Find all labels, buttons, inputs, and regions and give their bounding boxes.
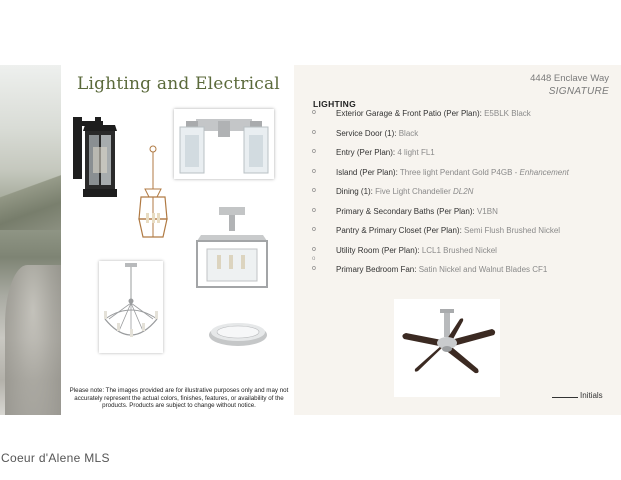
exterior-lantern-image xyxy=(71,115,121,203)
chandelier-image-frame xyxy=(99,261,163,353)
list-item xyxy=(312,148,617,160)
list-bullet: o xyxy=(312,265,316,272)
item-label: Primary & Secondary Baths (Per Plan): xyxy=(336,206,475,216)
model-name: SIGNATURE xyxy=(548,86,609,97)
item-text xyxy=(336,129,418,138)
item-label: Pantry & Primary Closet (Per Plan): xyxy=(336,226,462,235)
ceiling-fan-image xyxy=(394,299,500,397)
item-label: Utility Room (Per Plan): xyxy=(336,245,420,255)
mls-watermark: Coeur d'Alene MLS xyxy=(1,451,110,465)
semi-flush-fixture-image xyxy=(193,205,271,293)
item-value: V1BN xyxy=(476,206,498,216)
list-bullet: o xyxy=(312,226,316,233)
item-text xyxy=(336,168,569,177)
list-bullet: o xyxy=(312,256,316,262)
gold-pendant-image xyxy=(133,145,173,245)
page-title: Lighting and Electrical xyxy=(77,74,280,94)
list-bullet: o xyxy=(312,109,316,116)
item-text xyxy=(336,207,498,216)
rock-shape xyxy=(5,265,61,415)
list-item xyxy=(312,226,617,238)
item-value: E5BLK Black xyxy=(484,109,531,118)
list-item xyxy=(312,129,617,141)
list-item xyxy=(312,246,617,258)
list-item xyxy=(312,265,617,277)
item-label: Island (Per Plan): xyxy=(336,167,398,177)
item-label: Exterior Garage & Front Patio (Per Plan): xyxy=(336,109,482,118)
item-text xyxy=(336,148,435,157)
item-enhancement: Enhancement xyxy=(519,167,569,177)
mountain-shape xyxy=(0,160,61,230)
lighting-specs-panel xyxy=(294,65,621,415)
item-text xyxy=(336,109,531,118)
item-value: Satin Nickel and Walnut Blades CF1 xyxy=(418,265,548,274)
item-value: Three light Pendant Gold P4GB - xyxy=(399,167,518,177)
item-enhancement: DL2N xyxy=(452,187,474,196)
item-text xyxy=(336,246,497,255)
vanity-light-image-frame xyxy=(174,109,274,179)
ceiling-fan-image-frame xyxy=(394,299,500,397)
item-label: Primary Bedroom Fan: xyxy=(336,265,417,274)
item-value: Semi Flush Brushed Nickel xyxy=(464,226,561,235)
list-item xyxy=(312,187,617,199)
flush-mount-light-image xyxy=(207,317,269,351)
list-bullet: o xyxy=(312,167,316,175)
item-label: Service Door (1): xyxy=(336,128,397,138)
disclaimer-text: Please note: The images provided are for illustrative purposes only and may not accurately represent the actual colors, finishes, features, or availability of the products. Products are subject to change without notice. xyxy=(69,387,289,410)
chandelier-image xyxy=(99,261,163,353)
item-value: Five Light Chandelier xyxy=(375,187,451,196)
list-item xyxy=(312,109,617,121)
initials-field xyxy=(552,391,603,400)
list-bullet: o xyxy=(312,128,316,136)
list-item xyxy=(312,207,617,219)
item-label: Entry (Per Plan): xyxy=(336,148,396,157)
item-text xyxy=(336,226,560,235)
initials-label: Initials xyxy=(580,391,603,400)
item-value: Black xyxy=(398,128,419,138)
property-address: 4448 Enclave Way xyxy=(530,73,609,84)
list-bullet: o xyxy=(312,206,316,214)
section-heading: LIGHTING xyxy=(313,99,357,109)
item-value: 4 light FL1 xyxy=(397,148,435,157)
list-item xyxy=(312,168,617,180)
landscape-photo-strip xyxy=(0,65,61,415)
item-text xyxy=(336,187,473,196)
item-label: Dining (1): xyxy=(336,187,373,196)
initials-line[interactable] xyxy=(552,397,578,398)
brochure-page xyxy=(0,65,621,415)
list-bullet: o xyxy=(312,187,316,194)
item-value: LCL1 Brushed Nickel xyxy=(421,245,497,255)
item-text xyxy=(336,265,547,274)
list-bullet: o xyxy=(312,245,316,253)
product-images-panel xyxy=(61,65,294,415)
vanity-light-image xyxy=(174,109,274,179)
list-bullet: o xyxy=(312,148,316,155)
